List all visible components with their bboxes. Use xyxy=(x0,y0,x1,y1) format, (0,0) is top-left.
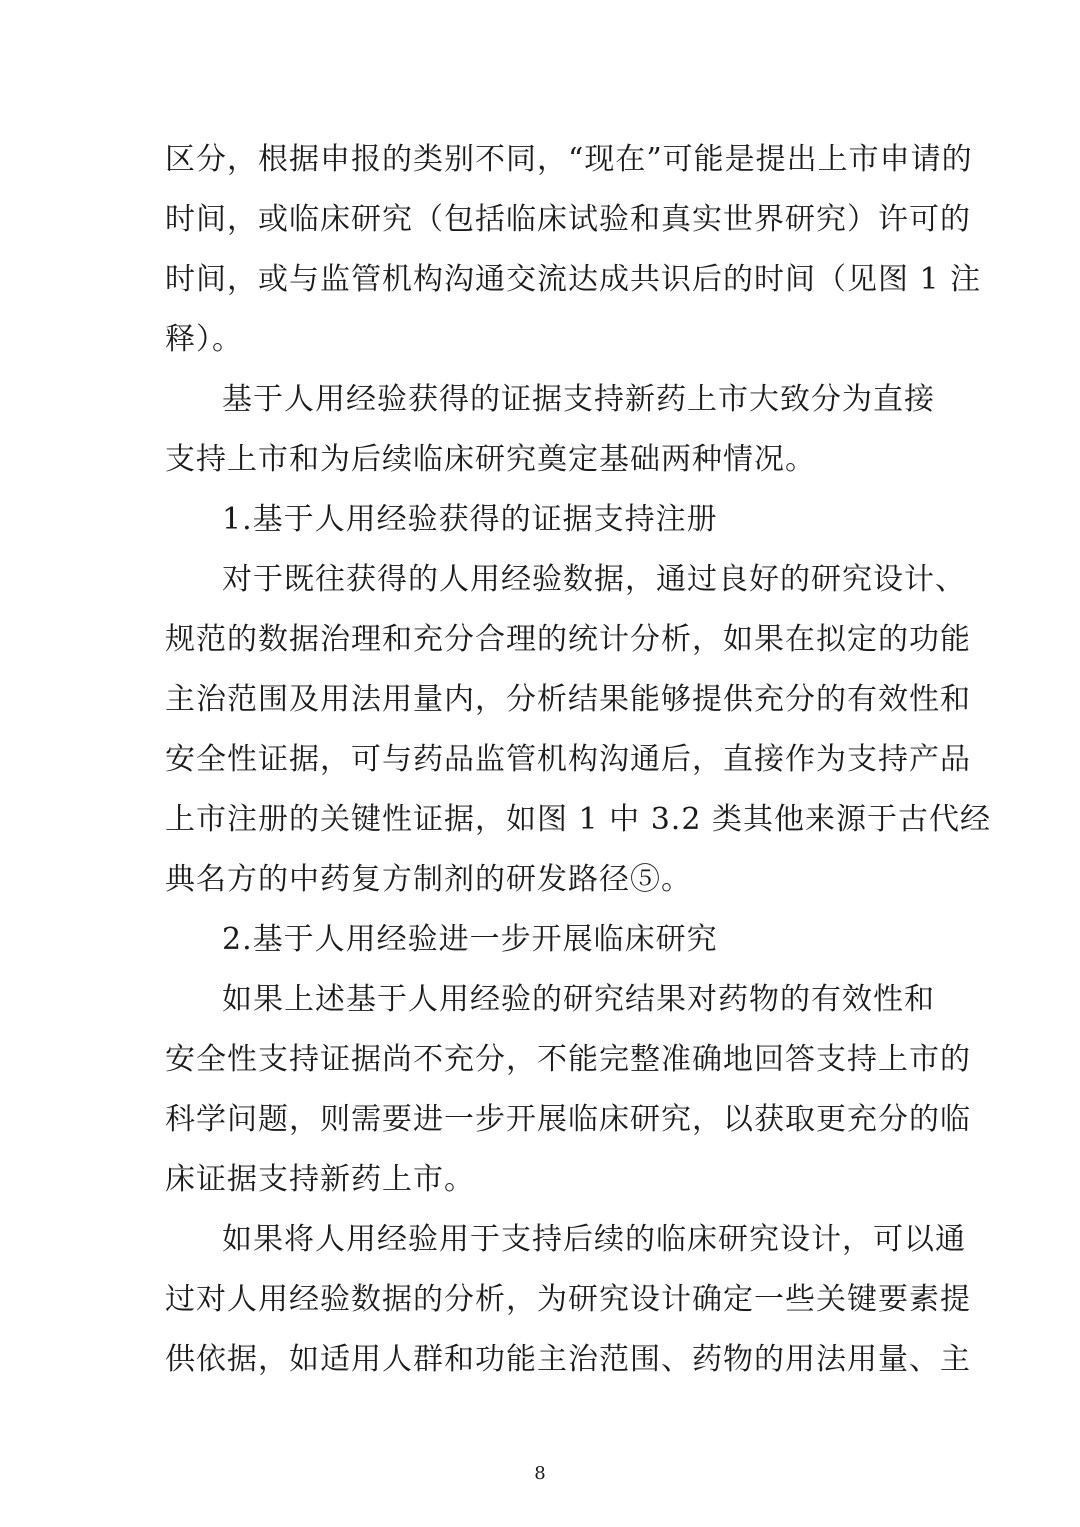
text-line: 区分，根据申报的类别不同，“现在”可能是提出上市申请的 xyxy=(165,142,973,177)
paragraph-start-line: 如果将人用经验用于支持后续的临床研究设计，可以通 xyxy=(222,1222,966,1257)
text-line: 科学问题，则需要进一步开展临床研究，以获取更充分的临 xyxy=(165,1102,971,1137)
text-line: 上市注册的关键性证据，如图 1 中 3.2 类其他来源于古代经 xyxy=(165,802,991,837)
section-heading-1: 1.基于人用经验获得的证据支持注册 xyxy=(222,502,718,537)
text-line: 时间，或与监管机构沟通交流达成共识后的时间（见图 1 注 xyxy=(165,262,982,297)
section-heading-2: 2.基于人用经验进一步开展临床研究 xyxy=(222,922,718,957)
text-line: 床证据支持新药上市。 xyxy=(165,1162,475,1197)
page-number: 8 xyxy=(534,1463,546,1484)
text-line: 过对人用经验数据的分析，为研究设计确定一些关键要素提 xyxy=(165,1282,971,1317)
paragraph-start-line: 对于既往获得的人用经验数据，通过良好的研究设计、 xyxy=(222,562,966,597)
text-line: 典名方的中药复方制剂的研发路径⑤。 xyxy=(165,862,692,897)
text-line: 安全性支持证据尚不充分，不能完整准确地回答支持上市的 xyxy=(165,1042,971,1077)
text-line: 释）。 xyxy=(165,322,243,357)
paragraph-start-line: 如果上述基于人用经验的研究结果对药物的有效性和 xyxy=(222,982,935,1017)
text-line: 安全性证据，可与药品监管机构沟通后，直接作为支持产品 xyxy=(165,742,971,777)
text-line: 时间，或临床研究（包括临床试验和真实世界研究）许可的 xyxy=(165,202,971,237)
text-line: 供依据，如适用人群和功能主治范围、药物的用法用量、主 xyxy=(165,1342,971,1377)
text-line: 主治范围及用法用量内，分析结果能够提供充分的有效性和 xyxy=(165,682,971,717)
paragraph-start-line: 基于人用经验获得的证据支持新药上市大致分为直接 xyxy=(222,382,935,417)
text-line: 规范的数据治理和充分合理的统计分析，如果在拟定的功能 xyxy=(165,622,971,657)
text-line: 支持上市和为后续临床研究奠定基础两种情况。 xyxy=(165,442,816,477)
